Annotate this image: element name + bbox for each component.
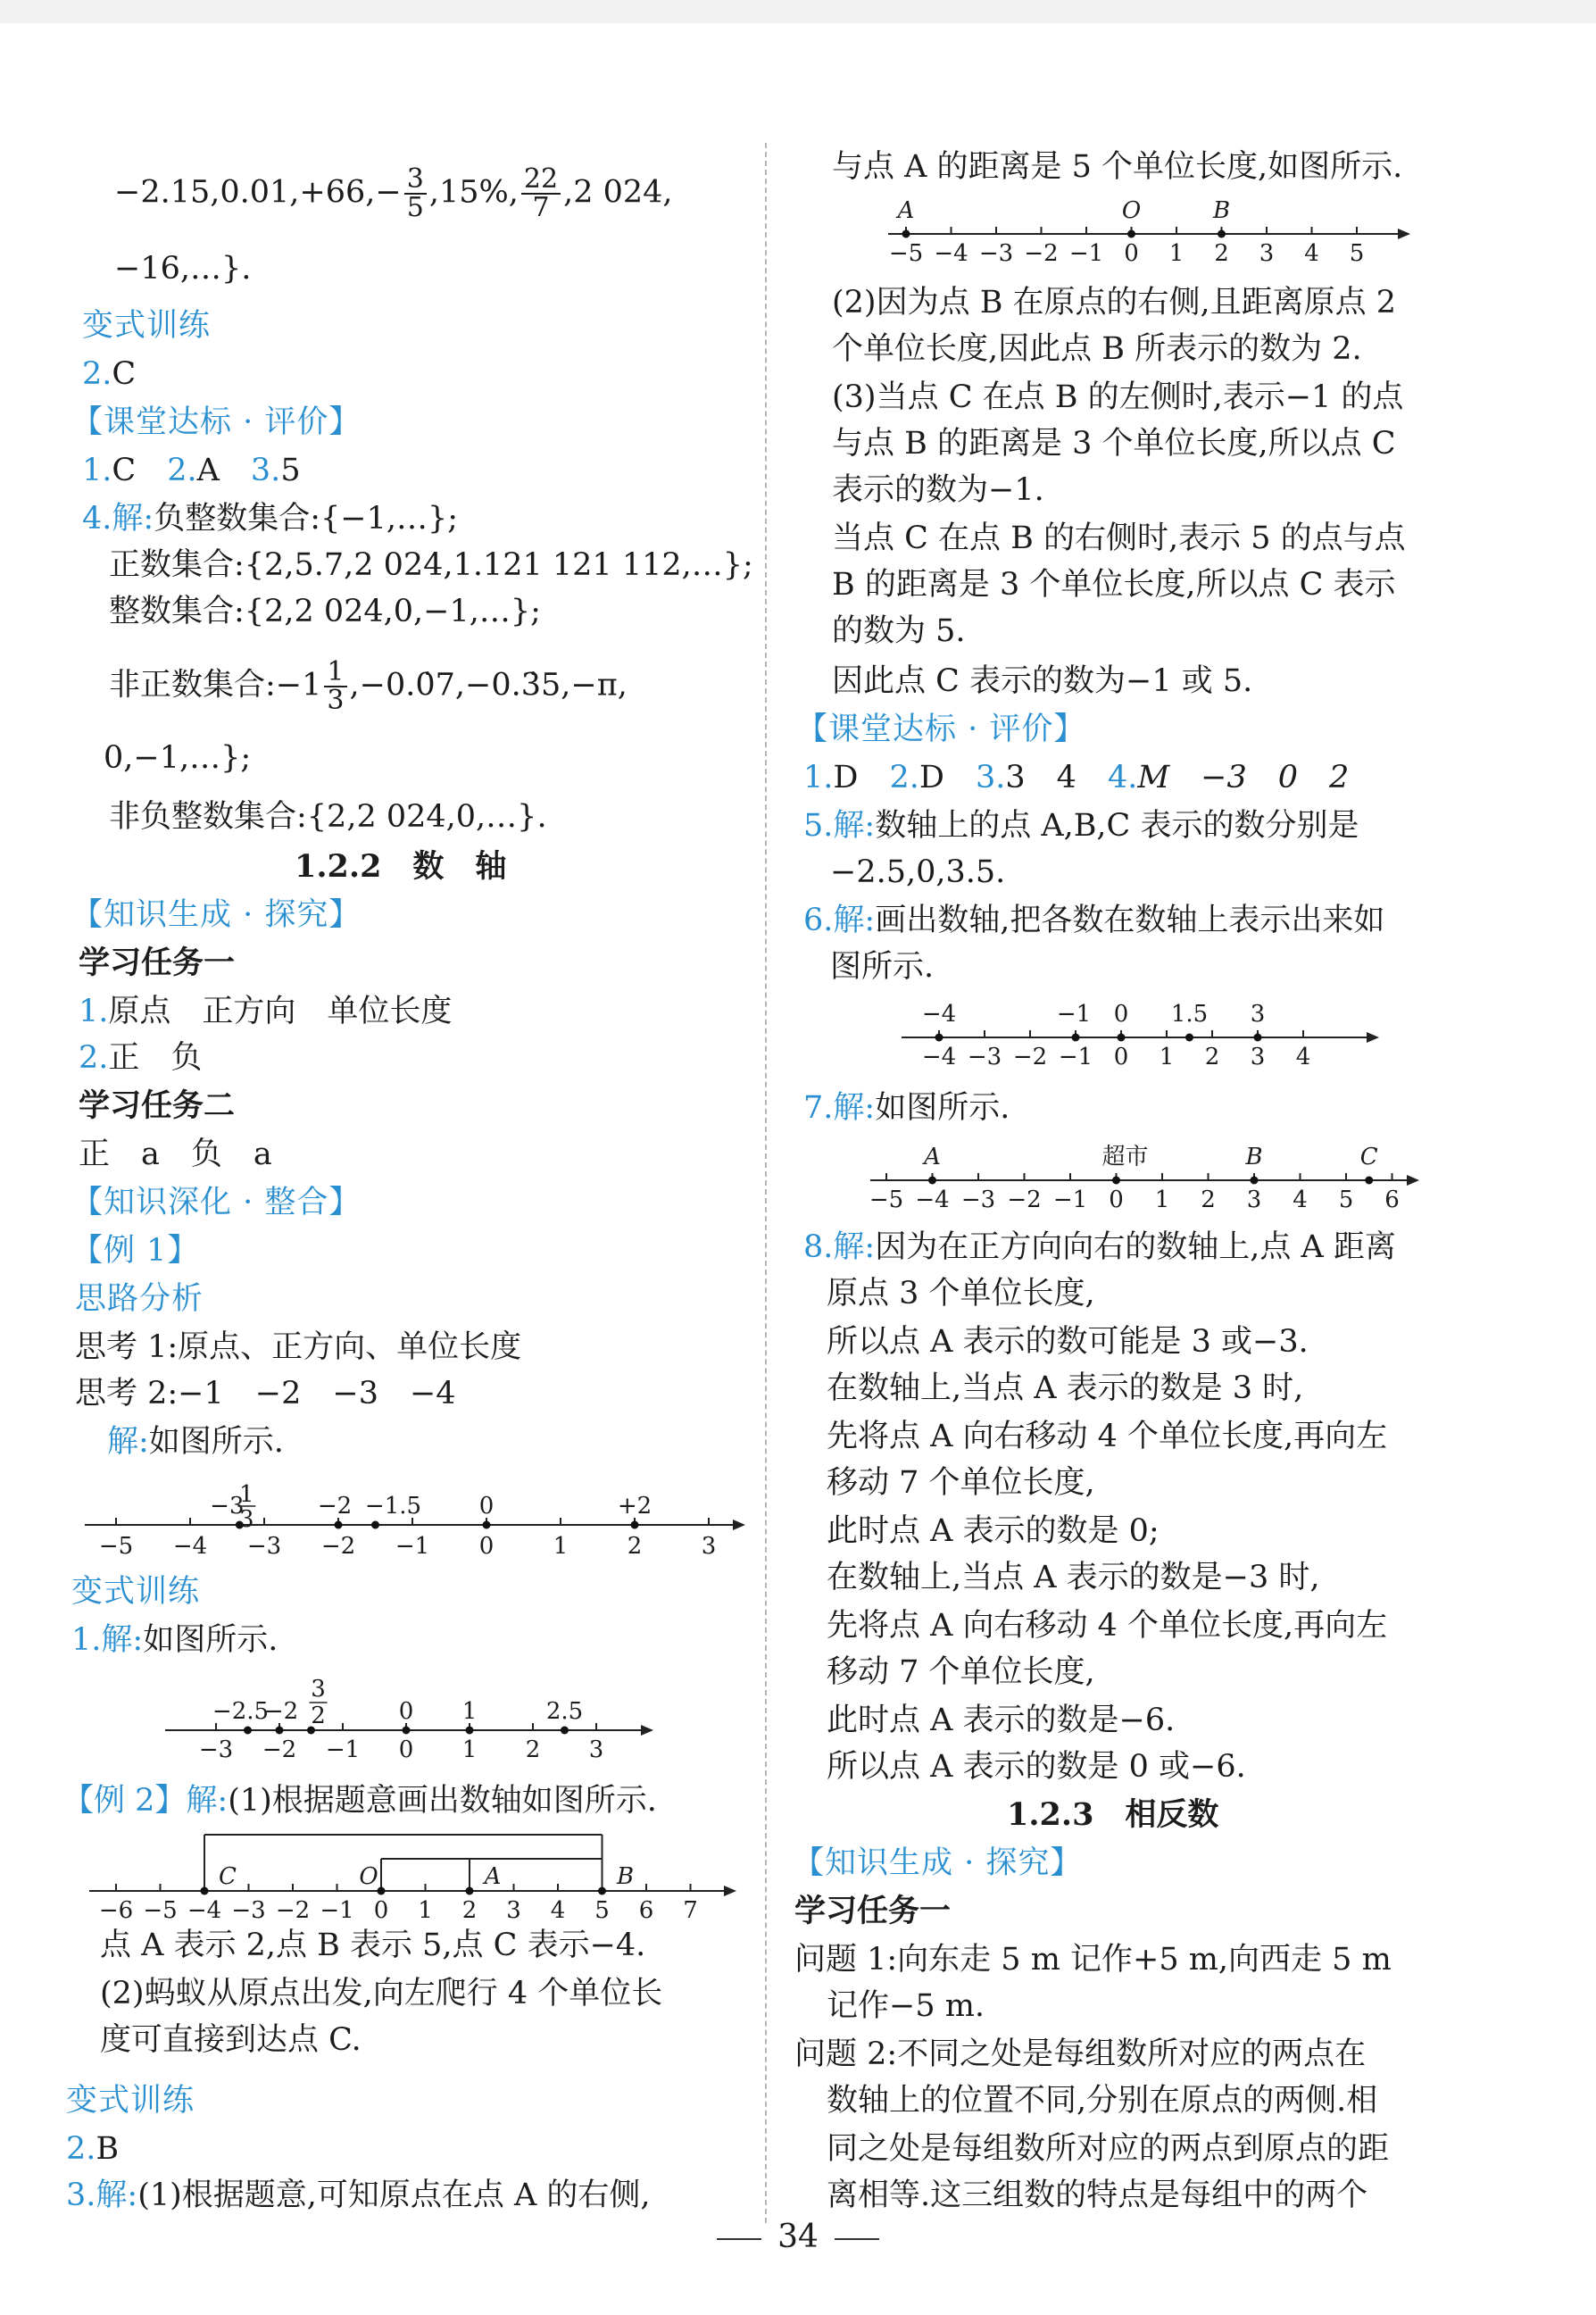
answer-line [82, 354, 136, 395]
tick-label: −5 [888, 240, 924, 267]
fraction [324, 656, 346, 716]
top-strip [0, 0, 1596, 23]
text: ,15%, [428, 174, 519, 211]
task-heading: 学习任务一 [79, 945, 236, 981]
tick-label: 2 [1214, 240, 1229, 267]
text: 数轴上的点 A,B,C 表示的数分别是 [875, 808, 1359, 844]
heading-zhishi-shengcheng: 【知识生成 · 探究】 [71, 897, 362, 933]
point-label: C [1359, 1144, 1378, 1170]
q8-line [803, 1227, 1396, 1268]
text: C [112, 356, 137, 392]
tick-label: −1 [1052, 1187, 1088, 1213]
tick-label: −5 [869, 1187, 904, 1213]
axis-arrow [724, 1886, 736, 1896]
point-dot [598, 1887, 606, 1895]
point-label: 0 [1113, 1001, 1129, 1028]
number-line-5 [902, 991, 1384, 1076]
denominator: 7 [532, 192, 550, 223]
point-label: A [484, 1863, 502, 1890]
point-dot [403, 1727, 411, 1735]
q8-line: 原点 3 个单位长度, [827, 1276, 1095, 1312]
example-2-line [62, 1780, 657, 1821]
tick-label: 3 [1259, 240, 1275, 267]
q5-line [803, 805, 1359, 846]
answer-line [803, 757, 1349, 798]
text-line: (2)因为点 B 在原点的右侧,且距离原点 2 [832, 285, 1397, 321]
text: 如图所示. [148, 1424, 284, 1460]
heading-zhishi-shengcheng: 【知识生成 · 探究】 [793, 1845, 1083, 1881]
point-label: B [1212, 197, 1231, 224]
point-label: B [616, 1863, 635, 1890]
heading-bianshi: 变式训练 [66, 2083, 195, 2119]
num: 1.解: [71, 1622, 144, 1658]
num: 2. [79, 1040, 109, 1076]
num: 4.解: [82, 501, 154, 537]
tick-label: −4 [187, 1897, 222, 1924]
numerator: 1 [324, 659, 346, 687]
think-line: 思考 2:−1 −2 −3 −4 [75, 1376, 456, 1411]
point-dot [276, 1727, 284, 1735]
tick-label: 1 [1159, 1044, 1175, 1070]
text: 原点 正方向 单位长度 [108, 994, 453, 1029]
denominator: 5 [406, 192, 424, 223]
tick-label: 0 [1124, 240, 1139, 267]
tick-label: −3 [198, 1736, 234, 1763]
point-dot [1112, 1177, 1120, 1185]
page-footer [0, 2219, 1596, 2255]
point-label: −2.5 [212, 1698, 270, 1725]
tick-label: 5 [1338, 1187, 1354, 1213]
text: C [112, 453, 137, 488]
question-line: 问题 2:不同之处是每组数所对应的两点在 [794, 2036, 1367, 2072]
num: 解: [107, 1424, 149, 1460]
point-dot [466, 1887, 474, 1895]
question-line: 同之处是每组数所对应的两点到原点的距 [827, 2131, 1390, 2167]
solution-line [71, 1620, 278, 1661]
footer-dash [717, 2238, 761, 2240]
page-number: 34 [777, 2219, 819, 2255]
q4-line-5: 0,−1,…}; [104, 740, 252, 776]
point-label: A [924, 1144, 941, 1170]
tick-label: 0 [373, 1897, 389, 1924]
point-label: −4 [921, 1001, 957, 1028]
q8-line: 所以点 A 表示的数是 0 或−6. [827, 1749, 1246, 1785]
point-label: 1 [461, 1698, 478, 1725]
point-dot [335, 1521, 343, 1529]
text-line: 因此点 C 表示的数为−1 或 5. [832, 663, 1253, 699]
tick-label: 2 [1201, 1187, 1216, 1213]
q5-line-2: −2.5,0,3.5. [830, 854, 1006, 890]
number-line-3 [89, 1821, 741, 1924]
tick-label: 2 [525, 1736, 541, 1763]
point-label: −3 [210, 1493, 245, 1520]
tick-label: −2 [262, 1736, 297, 1763]
q8-line: 移动 7 个单位长度, [827, 1465, 1095, 1501]
numerator: 22 [521, 166, 561, 195]
point-dot [201, 1887, 209, 1895]
tick-label: −5 [143, 1897, 178, 1924]
fraction [404, 163, 427, 223]
footer-dash [835, 2238, 879, 2240]
point-label: 0 [478, 1493, 495, 1520]
tick-label: −4 [934, 240, 968, 267]
num: 3.解: [66, 2178, 138, 2213]
q8-line: 移动 7 个单位长度, [827, 1654, 1095, 1690]
point-label: O [359, 1863, 378, 1890]
tick-label: 1 [1168, 240, 1185, 267]
tick-label: 6 [1384, 1187, 1400, 1213]
tick-label: −2 [1024, 240, 1059, 267]
text: 如图所示. [143, 1622, 278, 1658]
q4-line-3: 整数集合:{2,2 024,0,−1,…}; [109, 594, 541, 629]
q8-line: 在数轴上,当点 A 表示的数是 3 时, [827, 1370, 1304, 1406]
tick-label: 0 [1109, 1187, 1124, 1213]
tick-label: 4 [550, 1897, 566, 1924]
column-divider [765, 143, 767, 2223]
question-line: 离相等.这三组数的特点是每组中的两个 [827, 2178, 1368, 2213]
axis-arrow [1367, 1032, 1379, 1043]
point-label: C [219, 1863, 237, 1890]
text: (1)根据题意画出数轴如图所示. [228, 1783, 657, 1819]
text: D [833, 760, 859, 795]
q4-line-2: 正数集合:{2,5.7,2 024,1.121 121 112,…}; [109, 547, 753, 583]
point-dot [1251, 1177, 1259, 1185]
point-dot [1218, 230, 1226, 238]
text-line: (3)当点 C 在点 B 的左侧时,表示−1 的点 [832, 379, 1404, 415]
point-dot [631, 1521, 639, 1529]
num: 8.解: [803, 1229, 876, 1265]
num: 2. [82, 356, 112, 392]
text: 画出数轴,把各数在数轴上表示出来如 [875, 903, 1385, 938]
q8-line: 此时点 A 表示的数是 0; [827, 1513, 1160, 1549]
text: 5 [280, 453, 301, 488]
tick-label: −2 [1007, 1187, 1042, 1213]
axis-arrow [641, 1725, 653, 1736]
tick-label: 5 [1349, 240, 1365, 267]
point-label: 2.5 [545, 1698, 584, 1725]
point-label: 3 [311, 1676, 326, 1703]
tick-label: −3 [967, 1044, 1002, 1070]
text: (1)根据题意,可知原点在点 A 的右侧, [137, 2178, 651, 2213]
point-label: −2 [317, 1493, 353, 1520]
heading-example-1: 【例 1】 [71, 1233, 200, 1269]
tick-label: 5 [594, 1897, 610, 1924]
task-heading: 学习任务二 [79, 1087, 236, 1124]
section-title-123: 1.2.3 相反数 [1007, 1796, 1219, 1833]
q4-line-4 [109, 656, 628, 716]
tick-label: 2 [1204, 1044, 1220, 1070]
point-label: +2 [617, 1493, 653, 1520]
tick-label: 3 [1250, 1044, 1266, 1070]
tick-label: 4 [1304, 240, 1319, 267]
axis-arrow [1398, 229, 1410, 239]
heading-silu: 思路分析 [75, 1281, 204, 1317]
text: 因为在正方向向右的数轴上,点 A 距离 [875, 1229, 1396, 1265]
tick-label: −2 [1012, 1044, 1048, 1070]
num: 3. [975, 760, 1006, 795]
text: ,−0.0̇7,−0.3̇5,−π, [349, 667, 628, 704]
text-line: 个单位长度,因此点 B 所表示的数为 2. [832, 331, 1362, 367]
text: A [196, 453, 220, 488]
num: 2. [167, 453, 197, 488]
text-line: 与点 A 的距离是 5 个单位长度,如图所示. [832, 149, 1403, 185]
number-line-2 [161, 1661, 661, 1763]
tick-label: 1 [553, 1533, 569, 1560]
tick-label: 1 [418, 1897, 433, 1924]
point-dot [483, 1521, 491, 1529]
axis-arrow [733, 1520, 745, 1530]
answer-line [79, 991, 452, 1032]
q8-line: 在数轴上,当点 A 表示的数是−3 时, [827, 1560, 1320, 1595]
number-line-1 [80, 1464, 759, 1562]
tick-label: 3 [701, 1533, 717, 1560]
point-label: 超市 [1101, 1144, 1149, 1170]
num: 2. [66, 2131, 96, 2167]
heading-bianshi: 变式训练 [82, 308, 212, 344]
tick-label: −3 [231, 1897, 266, 1924]
point-label: −1.5 [364, 1493, 422, 1520]
tick-label: 2 [461, 1897, 478, 1924]
q8-line: 先将点 A 向右移动 4 个单位长度,再向左 [827, 1419, 1388, 1454]
example-2-line: 点 A 表示 2,点 B 表示 5,点 C 表示−4. [100, 1928, 646, 1963]
set-line-1 [114, 163, 673, 223]
num: 2. [889, 760, 919, 795]
point-dot [1365, 1177, 1373, 1185]
num: 7.解: [803, 1090, 876, 1126]
text: −2.15,0.01,+66,− [114, 174, 402, 211]
text: 正 负 [108, 1040, 203, 1076]
example-2-line: (2)蚂蚁从原点出发,向左爬行 4 个单位长 [100, 1976, 663, 2011]
solution-line [107, 1421, 284, 1462]
section-title-122: 1.2.2 数 轴 [295, 848, 507, 885]
point-label: 0 [398, 1698, 414, 1725]
q8-line: 先将点 A 向右移动 4 个单位长度,再向左 [827, 1608, 1388, 1644]
tick-label: −4 [915, 1187, 950, 1213]
text: 3 4 [1005, 760, 1076, 795]
tick-label: −1 [320, 1897, 354, 1924]
q6-line-2: 图所示. [830, 949, 935, 985]
task-heading: 学习任务一 [794, 1893, 952, 1929]
text: D [919, 760, 944, 795]
num: 4. [1107, 760, 1138, 795]
point-dot [371, 1521, 379, 1529]
text: 非正数集合: [109, 667, 276, 704]
num: 3. [250, 453, 281, 488]
number-line-4 [888, 189, 1415, 270]
heading-zhishi-shenhua: 【知识深化 · 整合】 [71, 1185, 362, 1220]
heading-ketang: 【课堂达标 · 评价】 [71, 404, 362, 440]
tick-label: −1 [1068, 240, 1104, 267]
tick-label: −2 [275, 1897, 311, 1924]
question-line: 数轴上的位置不同,分别在原点的两侧.相 [827, 2083, 1378, 2119]
point-dot [935, 1034, 943, 1042]
tick-label: 3 [1246, 1187, 1262, 1213]
q4-line [82, 498, 458, 539]
answer-line: 正 a 负 a [79, 1137, 272, 1172]
tick-label: −1 [395, 1533, 430, 1560]
tick-label: −4 [172, 1533, 208, 1560]
fraction [521, 163, 561, 223]
point-dot [928, 1177, 936, 1185]
tick-label: 4 [1293, 1187, 1308, 1213]
num: 6.解: [803, 903, 876, 938]
point-label: 3 [239, 1506, 254, 1533]
tick-label: −1 [325, 1736, 361, 1763]
tick-label: 0 [398, 1736, 414, 1763]
tick-label: 1 [461, 1736, 478, 1763]
point-dot [561, 1727, 569, 1735]
tick-label: −5 [98, 1533, 134, 1560]
tick-label: 3 [588, 1736, 604, 1763]
tick-label: −2 [320, 1533, 356, 1560]
tick-label: 0 [478, 1533, 495, 1560]
num: 1. [803, 760, 834, 795]
tick-label: −3 [960, 1187, 996, 1213]
point-dot [1072, 1034, 1080, 1042]
tick-label: 2 [627, 1533, 643, 1560]
point-dot [378, 1887, 386, 1895]
set-line-2: −16,…}. [114, 251, 252, 287]
text: M −3 0 2 [1137, 760, 1350, 795]
text: B [96, 2131, 120, 2167]
tick-label: 4 [1295, 1044, 1311, 1070]
text: −1 [275, 667, 322, 704]
answer-line [66, 2175, 651, 2216]
question-line: 记作−5 m. [827, 1988, 985, 2024]
text-line: 表示的数为−1. [832, 472, 1044, 508]
point-label: B [1245, 1144, 1263, 1170]
text-line: 当点 C 在点 B 的右侧时,表示 5 的点与点 [832, 520, 1406, 556]
text: ,2 024, [563, 174, 673, 211]
point-dot [244, 1727, 252, 1735]
point-dot [466, 1727, 474, 1735]
answer-line [82, 450, 301, 491]
tick-label: 1 [1154, 1187, 1170, 1213]
axis-arrow [1407, 1175, 1419, 1186]
point-label: O [1121, 197, 1142, 224]
tick-label: 3 [506, 1897, 521, 1924]
answer-line [79, 1037, 202, 1078]
q8-line: 此时点 A 表示的数是−6. [827, 1703, 1176, 1738]
point-dot [1254, 1034, 1262, 1042]
think-line: 思考 1:原点、正方向、单位长度 [75, 1329, 522, 1365]
point-dot [1118, 1034, 1126, 1042]
denominator: 3 [327, 685, 345, 716]
answer-line [66, 2128, 119, 2169]
num: 【例 2】解: [62, 1783, 229, 1819]
q7-line [803, 1087, 1010, 1128]
numerator: 3 [404, 166, 427, 195]
number-line-6 [870, 1134, 1424, 1219]
point-label: 1.5 [1170, 1001, 1209, 1028]
tick-label: −3 [246, 1533, 282, 1560]
tick-label: 6 [638, 1897, 654, 1924]
num: 1. [79, 994, 109, 1029]
point-label: 2 [311, 1703, 326, 1729]
num: 5.解: [803, 808, 876, 844]
tick-label: −6 [98, 1897, 134, 1924]
question-line: 问题 1:向东走 5 m 记作+5 m,向西走 5 m [794, 1942, 1392, 1978]
q4-line-6: 非负整数集合:{2,2 024,0,…}. [109, 799, 547, 835]
point-label: 3 [1250, 1001, 1266, 1028]
text-line: 的数为 5. [832, 613, 966, 649]
q8-line: 所以点 A 表示的数可能是 3 或−3. [827, 1324, 1309, 1360]
point-label: −2 [263, 1698, 299, 1725]
tick-label: −1 [1058, 1044, 1093, 1070]
tick-label: 7 [683, 1897, 698, 1924]
q6-line [803, 900, 1384, 941]
tick-label: −4 [921, 1044, 957, 1070]
point-label: 1 [239, 1481, 254, 1508]
example-2-line: 度可直接到达点 C. [100, 2022, 362, 2058]
heading-ketang: 【课堂达标 · 评价】 [796, 712, 1086, 747]
text: 如图所示. [875, 1090, 1010, 1126]
text-line: 与点 B 的距离是 3 个单位长度,所以点 C [832, 426, 1396, 462]
tick-label: −3 [978, 240, 1014, 267]
text-line: B 的距离是 3 个单位长度,所以点 C 表示 [832, 567, 1396, 603]
point-label: −1 [1056, 1001, 1092, 1028]
point-dot [1127, 230, 1135, 238]
point-label: A [897, 197, 915, 224]
heading-bianshi: 变式训练 [71, 1574, 201, 1610]
tick-label: 0 [1113, 1044, 1129, 1070]
point-dot [1185, 1034, 1193, 1042]
text: 负整数集合:{−1,…}; [154, 501, 459, 537]
point-dot [902, 230, 910, 238]
num: 1. [82, 453, 112, 488]
